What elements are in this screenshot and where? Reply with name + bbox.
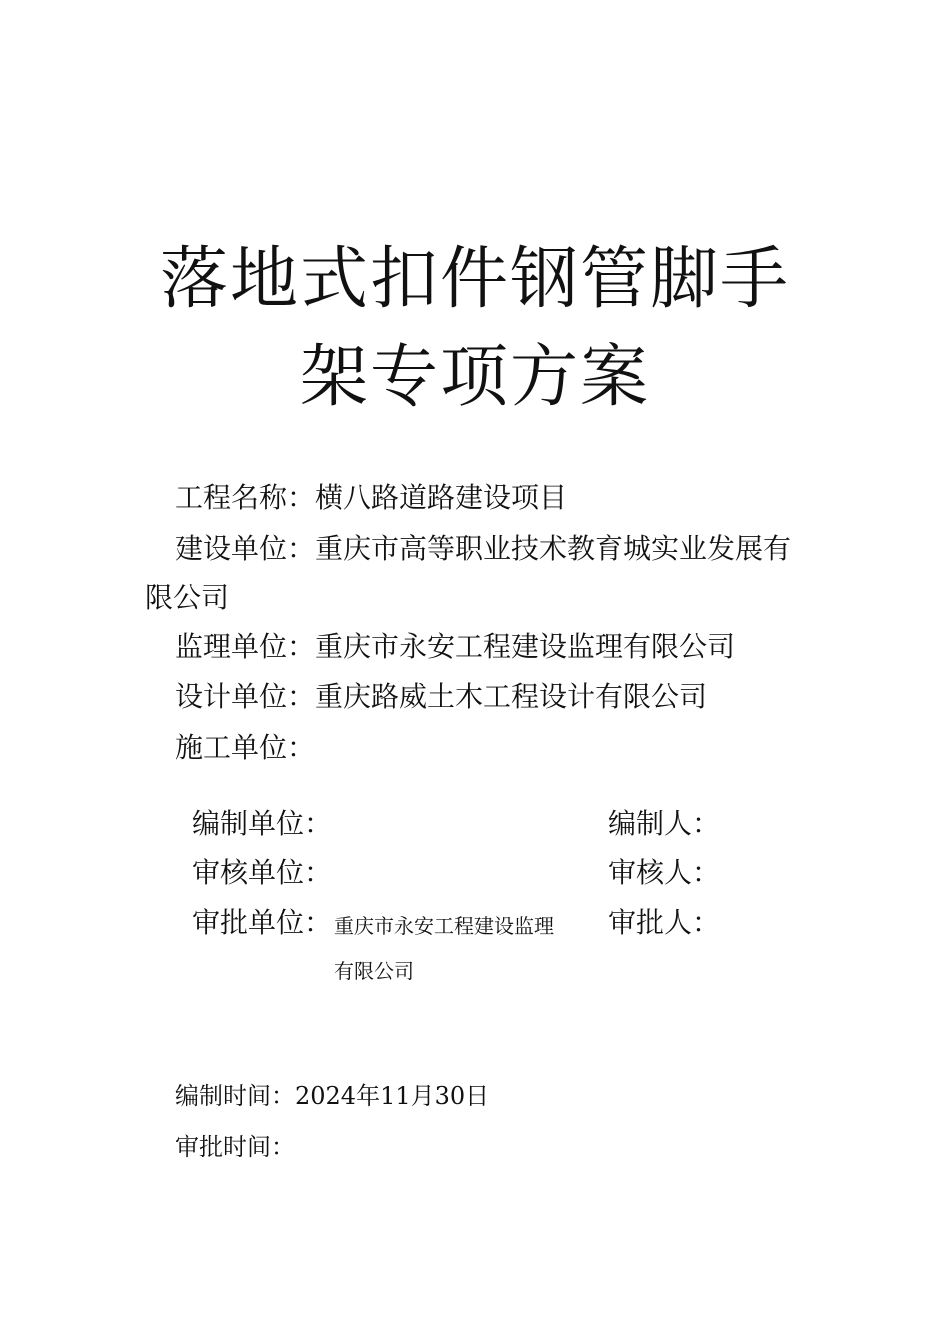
- document-title-line-2: 架专项方案: [299, 338, 650, 417]
- approve-time-label: 审批时间：: [175, 1133, 295, 1161]
- review-unit-label: 审核单位：: [192, 856, 333, 889]
- approve-unit-value-line-1: 重庆市永安工程建设监理: [334, 914, 554, 938]
- builder-value-continued: 限公司: [145, 581, 230, 614]
- approver-label: 审批人：: [608, 906, 721, 939]
- project-name-value: 横八路道路建设项目: [315, 481, 568, 514]
- builder-label: 建设单位：: [175, 532, 316, 565]
- designer-row: [175, 679, 707, 715]
- designer-value: 重庆路威土木工程设计有限公司: [315, 680, 708, 713]
- supervisor-value: 重庆市永安工程建设监理有限公司: [315, 630, 736, 663]
- builder-row: [175, 531, 791, 567]
- constructor-row: [175, 730, 315, 766]
- supervisor-row: [175, 629, 735, 665]
- approve-unit-label: 审批单位：: [192, 906, 333, 939]
- designer-label: 设计单位：: [175, 680, 316, 713]
- compile-time-value: 2024年11月30日: [295, 1082, 490, 1110]
- compile-unit-label: 编制单位：: [192, 807, 333, 840]
- project-name-label: 工程名称：: [175, 481, 316, 514]
- compile-time-row: [175, 1080, 489, 1112]
- compile-time-label: 编制时间：: [175, 1082, 295, 1110]
- constructor-label: 施工单位：: [175, 731, 316, 764]
- project-name-row: [175, 480, 567, 516]
- compiler-label: 编制人：: [608, 807, 721, 840]
- supervisor-label: 监理单位：: [175, 630, 316, 663]
- document-title-line-1: 落地式扣件钢管脚手: [159, 240, 790, 319]
- reviewer-label: 审核人：: [608, 856, 721, 889]
- approve-time-row: [175, 1131, 295, 1163]
- approve-unit-value-line-2: 有限公司: [334, 959, 414, 983]
- builder-value: 重庆市高等职业技术教育城实业发展有: [315, 532, 792, 565]
